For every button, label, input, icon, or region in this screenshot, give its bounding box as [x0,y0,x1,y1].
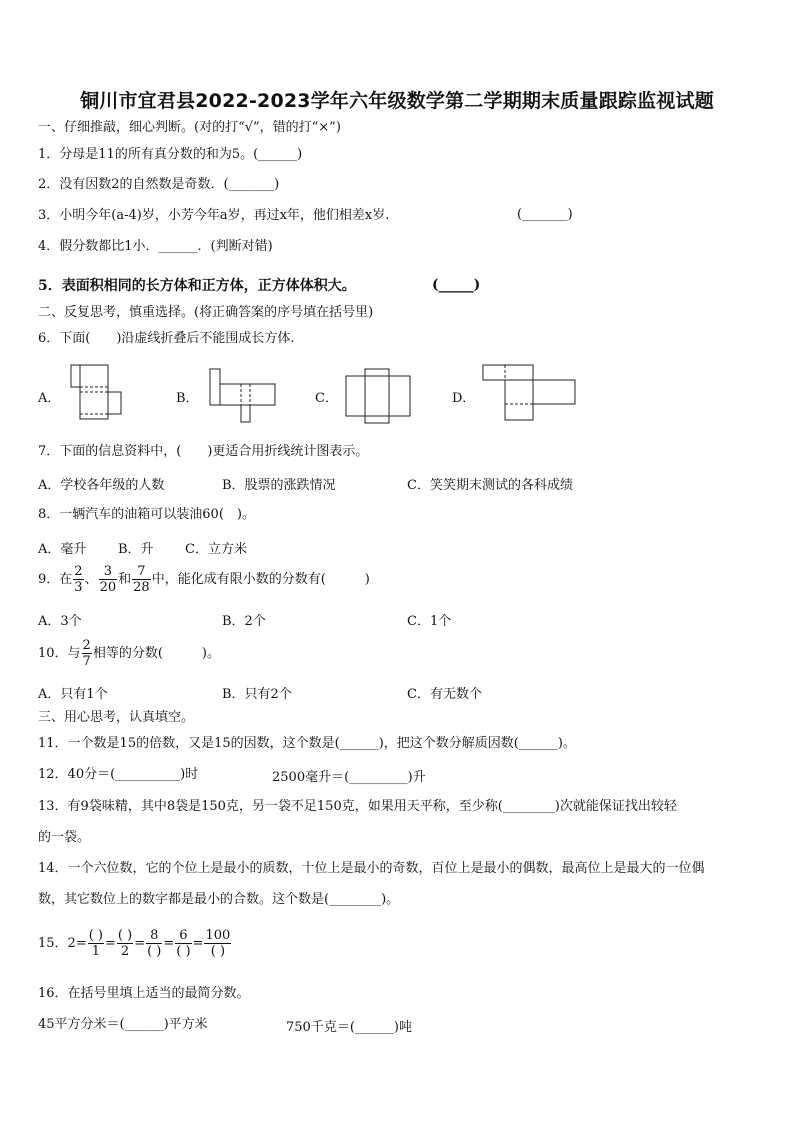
question-14-line-1: 14．一个六位数，它的个位上是最小的质数，十位上是最小的奇数，百位上是最小的偶数，最高位上是最大的一位偶 [38,861,705,876]
question-4: 4．假分数都比1小．______．(判断对错) [38,239,273,254]
question-16-part-a: 45平方分米＝(______)平方米 [38,1017,208,1032]
question-7: 7．下面的信息资料中，( )更适合用折线统计图表示。 [38,444,369,459]
question-3: 3．小明今年(a-4)岁，小芳今年a岁，再过x年，他们相差x岁. [38,208,390,223]
q9-suffix: 中，能化成有限小数的分数有( ) [151,572,370,587]
q7-option-c: C．笑笑期末测试的各科成绩 [407,478,573,493]
question-10 [38,636,220,672]
q15-fraction-3: $\frac{8}{( )}$ [147,928,162,959]
section-heading-3: 三、用心思考，认真填空。 [38,710,195,725]
question-9 [38,562,370,598]
question-1: 1．分母是11的所有真分数的和为5。(______) [38,147,303,162]
q15-fraction-2: $\frac{( )}{2}$ [117,928,133,959]
question-11: 11．一个数是15的倍数，又是15的因数，这个数是(______)，把这个数分解质因数(______)。 [38,736,576,751]
q6-option-b-label: B． [176,391,199,406]
q9-fraction-2: $\frac{3}{20}$ [99,564,117,595]
q9-option-c: C．1个 [407,614,452,629]
q15-equals-4: = [192,936,204,951]
q9-fraction-3: $\frac{7}{28}$ [133,564,150,595]
question-2: 2．没有因数2的自然数是奇数．(_______) [38,177,280,192]
q10-option-c: C．有无数个 [407,687,482,702]
q9-prefix: 9．在 [38,572,73,587]
q9-separator: 、 [84,572,98,587]
section-heading-2: 二、反复思考，慎重选择。(将正确答案的序号填在括号里) [38,305,374,320]
q6-option-d-label: D． [452,391,476,406]
q9-option-a: A．3个 [38,614,82,629]
q9-option-b: B．2个 [222,614,266,629]
question-12-part-a: 12．40分＝(__________)时 [38,767,199,782]
question-6: 6．下面( )沿虚线折叠后不能围成长方体. [38,331,295,346]
q15-equals-1: = [105,936,116,951]
section-heading-1: 一、仔细推敲，细心判断。(对的打“√”，错的打“×”) [38,120,341,135]
q10-suffix: 相等的分数( )。 [92,646,220,661]
question-16: 16．在括号里填上适当的最简分数。 [38,986,250,1001]
q15-equals-3: = [163,936,175,951]
question-8: 8．一辆汽车的油箱可以装油60( )。 [38,507,255,522]
q6-option-a-net [68,362,126,422]
question-5-answer-blank: (_____) [432,277,481,293]
q6-option-a-label: A． [38,391,61,406]
q15-fraction-1: $\frac{( )}{1}$ [88,928,103,959]
question-5: 5．表面积相同的长方体和正方体，正方体体积大。 [38,278,356,294]
question-12-part-b: 2500毫升＝(_________)升 [272,770,426,785]
q6-option-b-net [205,366,280,426]
q8-option-a: A．毫升 [38,542,87,557]
question-13-line-2: 的一袋。 [38,830,91,845]
question-3-answer-blank: (_______) [517,207,573,222]
q7-option-a: A．学校各年级的人数 [38,478,165,493]
q9-fraction-1: $\frac{2}{3}$ [74,564,83,595]
q15-prefix: 15．2= [38,936,87,951]
q8-option-c: C．立方米 [185,542,247,557]
q10-option-a: A．只有1个 [38,687,108,702]
page-title: 铜川市宜君县2022-2023学年六年级数学第二学期期末质量跟踪监视试题 [80,90,714,112]
q6-option-c-label: C． [315,391,338,406]
question-14-line-2: 数，其它数位上的数字都是最小的合数。这个数是(________)。 [38,892,400,907]
q15-equals-2: = [134,936,146,951]
q15-fraction-5: $\frac{100}{( )}$ [205,928,231,959]
q8-option-b: B．升 [118,542,154,557]
q6-option-d-net [480,362,580,424]
q10-option-b: B．只有2个 [222,687,292,702]
q10-fraction: $\frac{2}{7}$ [82,638,91,669]
q10-prefix: 10．与 [38,646,81,661]
q6-option-c-net [343,366,415,426]
q9-and: 和 [118,572,132,587]
question-15 [38,924,232,964]
q7-option-b: B．股票的涨跌情况 [222,478,336,493]
question-13-line-1: 13．有9袋味精，其中8袋是150克，另一袋不足150克，如果用天平称，至少称(________)次就能保证找出较轻 [38,799,677,814]
q15-fraction-4: $\frac{6}{( )}$ [176,928,191,959]
question-16-part-b: 750千克＝(______)吨 [286,1020,412,1035]
